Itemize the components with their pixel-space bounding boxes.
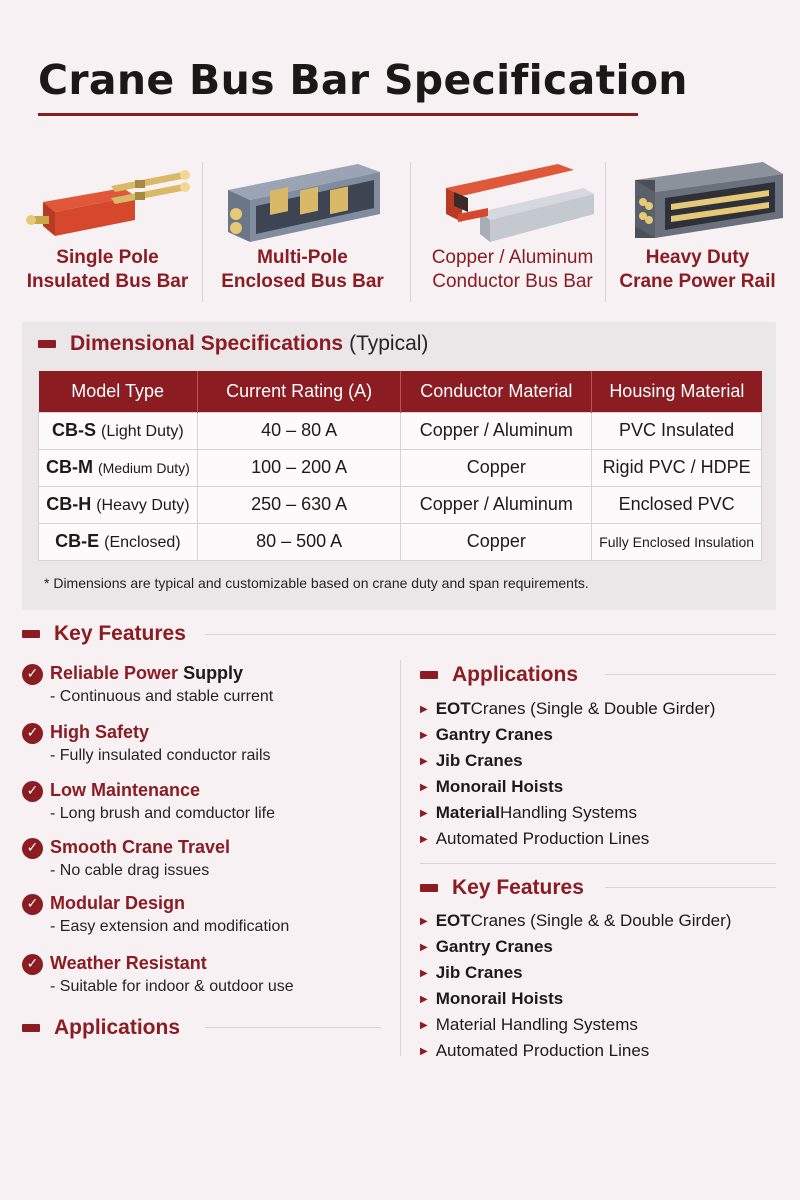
item-bold: Material [435,803,500,822]
product-label-line2: Crane Power Rail [619,271,776,292]
key-features-right-heading-text: Key Features [452,876,584,899]
list-item [420,696,715,722]
product-multi-pole[interactable] [205,150,400,310]
divider [420,863,776,864]
table-row [39,523,762,560]
divider [410,162,411,302]
feature-title: Smooth Crane Travel [50,837,231,857]
product-label-line2: Insulated Bus Bar [26,271,189,292]
item-bold: EOT [435,699,471,718]
column-header: Housing Material [592,371,762,412]
item-bold: Monorail Hoists [435,777,564,796]
key-features-heading-text: Key Features [54,622,186,645]
key-features-right-heading [420,876,584,900]
rating-cell: 80 – 500 A [197,523,401,560]
feature-title: Low Maintenance [50,780,201,800]
triangle-bullet-icon: ▶ [420,993,428,1005]
model-duty: (Heavy Duty) [96,497,190,514]
divider [605,887,776,888]
model-cell [39,486,198,523]
feature-subtitle: - Suitable for indoor & outdoor use [50,978,294,995]
model-code: CB-H [46,494,92,514]
model-cell [39,412,198,449]
section-marker [22,1024,40,1032]
model-code: CB-E [55,531,100,551]
item-text: Material Handling Systems [435,1015,638,1034]
product-conductor[interactable] [415,150,610,310]
section-marker [22,630,40,638]
feature-title: High Safety [50,722,150,742]
triangle-bullet-icon: ▶ [420,941,428,953]
column-divider [400,660,401,1056]
triangle-bullet-icon: ▶ [420,781,428,793]
triangle-bullet-icon: ▶ [420,1045,428,1057]
dimensional-heading-suffix: (Typical) [349,332,429,355]
item-bold: Jib Cranes [435,751,523,770]
divider [605,674,776,675]
feature-subtitle: - Long brush and comductor life [50,805,276,822]
divider [205,634,776,635]
product-label-line2: Enclosed Bus Bar [221,271,384,292]
feature-subtitle: - No cable drag issues [50,862,210,879]
triangle-bullet-icon: ▶ [420,915,428,927]
table-header-row [39,371,762,412]
item-bold: Gantry Cranes [435,937,553,956]
item-text: Automated Production Lines [435,1041,650,1060]
item-text: Handling Systems [499,803,637,822]
product-label-line1: Single Pole [56,247,159,268]
rating-cell: 40 – 80 A [197,412,401,449]
model-cell [39,449,198,486]
title-underline [38,113,638,116]
product-single-pole[interactable] [10,150,205,310]
feature-title: Reliable Power [50,663,179,683]
key-features-heading [22,622,186,646]
check-circle-icon: ✓ [22,664,43,685]
conductor-cell: Copper / Aluminum [401,486,592,523]
key-features-right-list [420,908,731,1064]
feature-subtitle: - Easy extension and modification [50,918,290,935]
check-circle-icon: ✓ [22,781,43,802]
check-circle-icon: ✓ [22,723,43,744]
table-row [39,412,762,449]
item-text: Automated Production Lines [435,829,650,848]
rating-cell: 250 – 630 A [197,486,401,523]
product-label-line1: Multi-Pole [257,247,348,268]
triangle-bullet-icon: ▶ [420,807,428,819]
list-item [420,1038,731,1064]
section-marker [38,340,56,348]
section-marker [420,671,438,679]
divider [202,162,203,302]
check-circle-icon: ✓ [22,838,43,859]
triangle-bullet-icon: ▶ [420,1019,428,1031]
table-row [39,449,762,486]
list-item [420,800,715,826]
product-label-line1: Copper / Aluminum [431,247,594,268]
applications-left-heading-text: Applications [54,1016,181,1039]
item-bold: Jib Cranes [435,963,523,982]
model-duty: (Light Duty) [101,423,184,440]
list-item [420,722,715,748]
conductor-cell: Copper [401,523,592,560]
column-header: Model Type [39,371,198,412]
list-item [420,960,731,986]
heavy-duty-power-rail-icon [613,158,783,242]
item-bold: Gantry Cranes [435,725,553,744]
single-pole-bus-bar-icon [23,158,193,242]
applications-list [420,696,715,852]
section-marker [420,884,438,892]
list-item [420,826,715,852]
triangle-bullet-icon: ▶ [420,703,428,715]
feature-subtitle: - Fully insulated conductor rails [50,747,271,764]
dimensional-heading [38,332,428,356]
product-label-line1: Heavy Duty [645,247,750,268]
applications-heading-text: Applications [452,663,579,686]
model-duty: (Enclosed) [104,534,181,551]
triangle-bullet-icon: ▶ [420,755,428,767]
model-code: CB-M [45,457,93,477]
check-circle-icon: ✓ [22,894,43,915]
list-item [420,986,731,1012]
product-heavy-duty[interactable] [600,150,795,310]
housing-cell: PVC Insulated [592,412,762,449]
product-types [10,150,790,310]
item-text: Cranes (Single & Double Girder) [470,699,716,718]
feature-title: Modular Design [50,893,186,913]
applications-heading [420,663,578,687]
applications-left-heading [22,1016,180,1040]
multi-pole-bus-bar-icon [218,158,388,242]
model-duty: (Medium Duty) [98,460,190,476]
page-title: Crane Bus Bar Specification [38,56,688,104]
housing-cell: Fully Enclosed Insulation [592,523,762,560]
rating-cell: 100 – 200 A [197,449,401,486]
feature-subtitle: - Continuous and stable current [50,688,274,705]
table-row [39,486,762,523]
model-cell [39,523,198,560]
spec-table [38,371,762,561]
housing-cell: Enclosed PVC [592,486,762,523]
list-item [420,774,715,800]
housing-cell: Rigid PVC / HDPE [592,449,762,486]
conductor-bus-bar-icon [428,158,598,242]
item-bold: Monorail Hoists [435,989,564,1008]
divider [205,1027,381,1028]
feature-title-rest: Supply [178,663,244,683]
model-code: CB-S [52,420,97,440]
list-item [420,748,715,774]
list-item [420,1012,731,1038]
footnote: * Dimensions are typical and customizable based on crane duty and span requirements. [44,575,589,591]
triangle-bullet-icon: ▶ [420,833,428,845]
column-header: Conductor Material [401,371,592,412]
conductor-cell: Copper / Aluminum [401,412,592,449]
column-header: Current Rating (A) [197,371,401,412]
product-label-line2: Conductor Bus Bar [432,271,593,292]
item-text: Cranes (Single & & Double Girder) [470,911,732,930]
check-circle-icon: ✓ [22,954,43,975]
triangle-bullet-icon: ▶ [420,967,428,979]
dimensional-heading-text: Dimensional Specifications [70,332,344,355]
conductor-cell: Copper [401,449,592,486]
triangle-bullet-icon: ▶ [420,729,428,741]
list-item [420,934,731,960]
list-item [420,908,731,934]
feature-title: Weather Resistant [50,953,207,973]
item-bold: EOT [435,911,471,930]
